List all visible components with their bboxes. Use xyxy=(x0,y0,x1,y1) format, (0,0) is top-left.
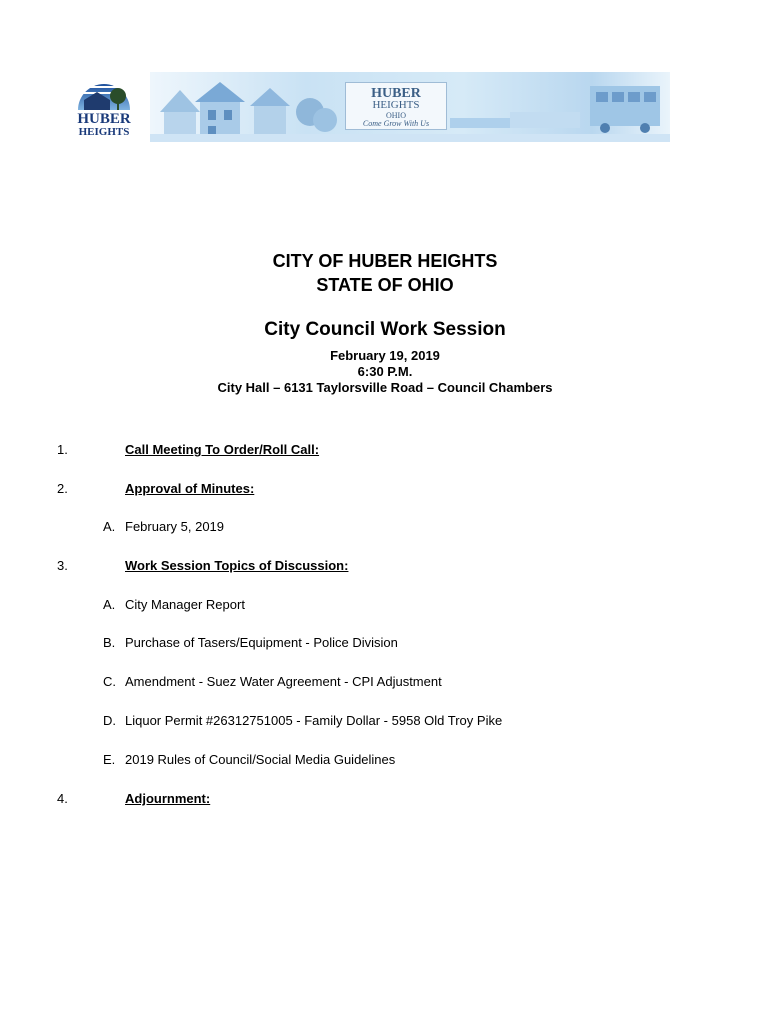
meeting-time: 6:30 P.M. xyxy=(357,364,413,379)
meeting-location: City Hall – 6131 Taylorsville Road – Council Chambers xyxy=(217,380,553,395)
agenda-item-4-heading: Adjournment: xyxy=(125,791,211,806)
sign-text-line2: HEIGHTS xyxy=(372,99,420,111)
agenda-item-1-number: 1. xyxy=(57,442,68,457)
city-title: CITY OF HUBER HEIGHTS xyxy=(272,251,498,271)
header-banner-image xyxy=(150,72,670,142)
city-logo xyxy=(72,72,136,144)
agenda-subitem-letter: A. xyxy=(103,519,116,534)
session-title: City Council Work Session xyxy=(264,319,506,340)
agenda-item-4-number: 4. xyxy=(57,791,68,806)
logo-emblem xyxy=(72,72,136,112)
agenda-subitem-text: February 5, 2019 xyxy=(125,519,225,534)
agenda-item-1-heading: Call Meeting To Order/Roll Call: xyxy=(125,442,320,457)
agenda-item-2-heading: Approval of Minutes: xyxy=(125,481,255,496)
meeting-date: February 19, 2019 xyxy=(330,348,440,363)
agenda-item-2-number: 2. xyxy=(57,481,68,496)
agenda-item-3-heading: Work Session Topics of Discussion: xyxy=(125,558,349,573)
agenda-subitem-letter: B. xyxy=(103,635,116,650)
agenda-subitem-letter: A. xyxy=(103,597,116,612)
agenda-subitem-text: City Manager Report xyxy=(125,597,245,612)
agenda-subitem-letter: C. xyxy=(103,674,116,689)
agenda-subitem-text: Amendment - Suez Water Agreement - CPI Adjustment xyxy=(125,674,442,689)
agenda-subitem-text: 2019 Rules of Council/Social Media Guidelines xyxy=(125,752,396,767)
logo-text-line2: HEIGHTS xyxy=(78,126,130,138)
sign-text-line1: HUBER xyxy=(371,86,421,101)
state-title: STATE OF OHIO xyxy=(316,275,454,295)
logo-text-line1: HUBER xyxy=(77,111,131,127)
sign-text-line4: Come Grow With Us xyxy=(362,119,430,128)
agenda-item-3-number: 3. xyxy=(57,558,68,573)
welcome-sign xyxy=(345,82,447,130)
sign-text-line3: OHIO xyxy=(386,111,406,120)
agenda-subitem-text: Purchase of Tasers/Equipment - Police Division xyxy=(125,635,398,650)
agenda-subitem-text: Liquor Permit #26312751005 - Family Dollar - 5958 Old Troy Pike xyxy=(125,713,503,728)
agenda-subitem-letter: E. xyxy=(103,752,116,767)
agenda-subitem-letter: D. xyxy=(103,713,116,728)
